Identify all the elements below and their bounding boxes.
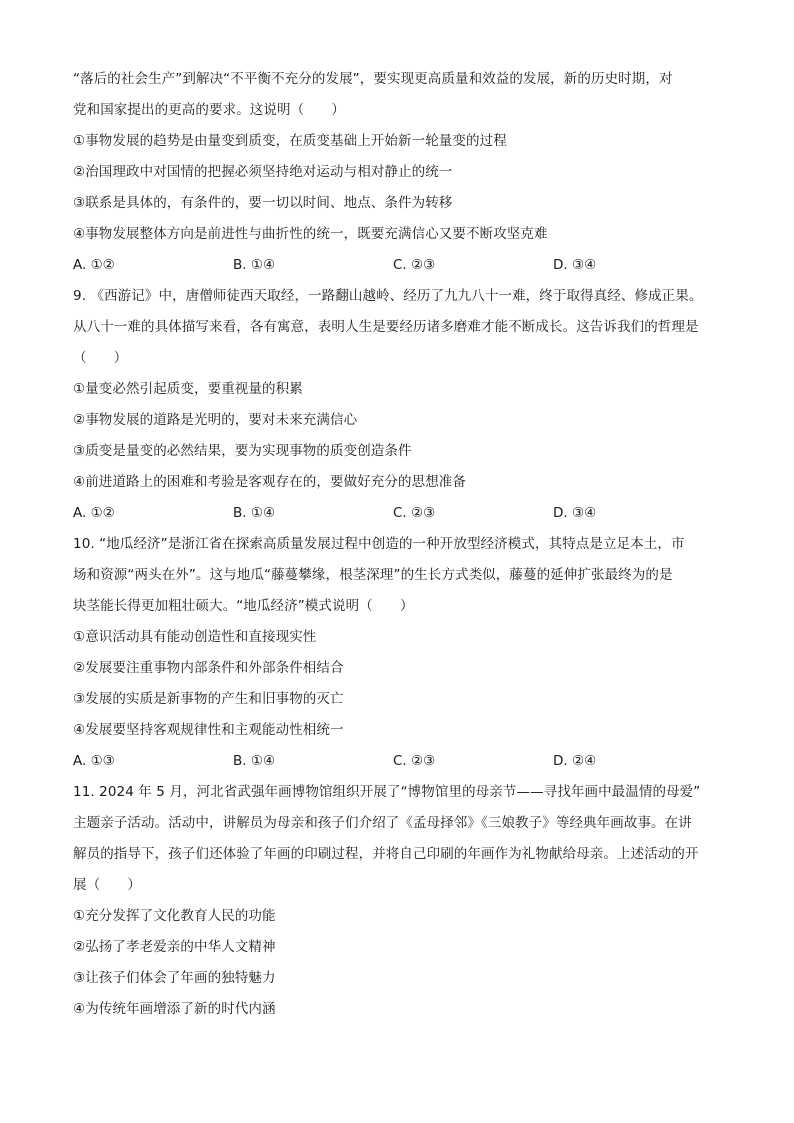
choice-d: D. ②④ <box>553 753 597 769</box>
choice-a: A. ①③ <box>73 753 115 769</box>
question-stem-line: “落后的社会生产”到解决“不平衡不充分的发展”，要实现更高质量和效益的发展，新的历史时期，对 <box>73 71 673 87</box>
statement-option: ③让孩子们体会了年画的独特魅力 <box>73 970 276 986</box>
question-10 <box>73 529 723 777</box>
statement-option: ④发展要坚持客观规律性和主观能动性相统一 <box>73 722 344 738</box>
statement-option: ④前进道路上的困难和考验是客观存在的，要做好充分的思想准备 <box>73 474 467 490</box>
question-stem-line: 9. 《西游记》中，唐僧师徒西天取经，一路翻山越岭、经历了九九八十一难，终于取得真经、修成正果。 <box>73 288 703 304</box>
statement-option: ②弘扬了孝老爱亲的中华人文精神 <box>73 939 276 955</box>
question-stem-line: 主题亲子活动。活动中，讲解员为母亲和孩子们介绍了《孟母择邻》《三娘教子》等经典年画故事。在讲 <box>73 815 692 831</box>
choice-d: D. ③④ <box>553 257 597 273</box>
choice-b: B. ①④ <box>233 753 276 769</box>
choice-a: A. ①② <box>73 257 115 273</box>
question-8 <box>73 64 723 281</box>
page-content <box>73 64 723 1025</box>
statement-option: ①量变必然引起质变，要重视量的积累 <box>73 381 303 397</box>
question-stem-line: 党和国家提出的更高的要求。这说明（ ） <box>73 102 345 118</box>
answer-choices <box>73 250 723 281</box>
statement-option: ②治国理政中对国情的把握必须坚持绝对运动与相对静止的统一 <box>73 164 453 180</box>
question-stem-line: 块茎能长得更加粗壮硕大。“地瓜经济”模式说明（ ） <box>73 598 414 614</box>
statement-option: ④为传统年画增添了新的时代内涵 <box>73 1001 276 1017</box>
choice-c: C. ②③ <box>393 257 436 273</box>
question-stem-line: 从八十一难的具体描写来看，各有寓意，表明人生是要经历诸多磨难才能不断成长。这告诉我们的哲理是 <box>73 319 699 335</box>
statement-option: ④事物发展整体方向是前进性与曲折性的统一，既要充满信心又要不断攻坚克难 <box>73 226 548 242</box>
question-stem-line: 场和资源“两头在外”。这与地瓜“藤蔓攀缘，根茎深理”的生长方式类似，藤蔓的延伸扩张最终为的是 <box>73 567 673 583</box>
question-stem-line: 11. 2024 年 5 月，河北省武强年画博物馆组织开展了“博物馆里的母亲节——寻找年画中最温情的母爱” <box>73 784 701 800</box>
statement-option: ①事物发展的趋势是由量变到质变，在质变基础上开始新一轮量变的过程 <box>73 133 507 149</box>
choice-c: C. ②③ <box>393 505 436 521</box>
question-stem-line: 解员的指导下，孩子们还体验了年画的印刷过程，并将自己印刷的年画作为礼物献给母亲。上述活动的开 <box>73 846 699 862</box>
statement-option: ①意识活动具有能动创造性和直接现实性 <box>73 629 317 645</box>
choice-c: C. ②③ <box>393 753 436 769</box>
answer-choices <box>73 746 723 777</box>
question-11 <box>73 777 723 1025</box>
choice-a: A. ①② <box>73 505 115 521</box>
choice-b: B. ①④ <box>233 257 276 273</box>
choice-b: B. ①④ <box>233 505 276 521</box>
statement-option: ③质变是量变的必然结果，要为实现事物的质变创造条件 <box>73 443 412 459</box>
statement-option: ②事物发展的道路是光明的，要对未来充满信心 <box>73 412 358 428</box>
statement-option: ③联系是具体的，有条件的，要一切以时间、地点、条件为转移 <box>73 195 453 211</box>
answer-choices <box>73 498 723 529</box>
question-stem-line: （ ） <box>73 350 128 366</box>
question-9 <box>73 281 723 529</box>
statement-option: ①充分发挥了文化教育人民的功能 <box>73 908 276 924</box>
question-stem-line: 10. “地瓜经济”是浙江省在探索高质量发展过程中创造的一种开放型经济模式，其特点是立足本土，市 <box>73 536 685 552</box>
question-stem-line: 展（ ） <box>73 877 141 893</box>
choice-d: D. ③④ <box>553 505 597 521</box>
statement-option: ③发展的实质是新事物的产生和旧事物的灭亡 <box>73 691 344 707</box>
statement-option: ②发展要注重事物内部条件和外部条件相结合 <box>73 660 344 676</box>
